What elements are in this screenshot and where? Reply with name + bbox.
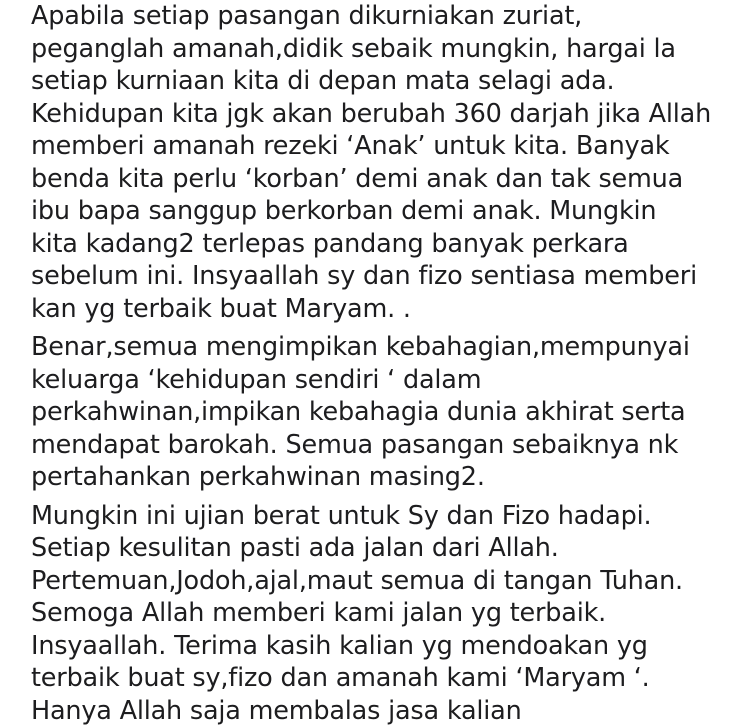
text-line: Kehidupan kita jgk akan berubah 360 darjah jika Allah: [31, 98, 750, 131]
text-line: keluarga ‘kehidupan sendiri ‘ dalam: [31, 364, 750, 397]
text-line: terbaik buat sy,fizo dan amanah kami ‘Maryam ‘.: [31, 662, 750, 695]
text-line: benda kita perlu ‘korban’ demi anak dan tak semua: [31, 163, 750, 196]
text-line: kita kadang2 terlepas pandang banyak perkara: [31, 228, 750, 261]
paragraph-1: [31, 0, 750, 325]
text-line: setiap kurniaan kita di depan mata selagi ada.: [31, 65, 750, 98]
text-line: mendapat barokah. Semua pasangan sebaiknya nk: [31, 429, 750, 462]
text-line: memberi amanah rezeki ‘Anak’ untuk kita. Banyak: [31, 130, 750, 163]
text-line: sebelum ini. Insyaallah sy dan fizo sentiasa memberi: [31, 260, 750, 293]
text-line: Semoga Allah memberi kami jalan yg terbaik.: [31, 597, 750, 630]
text-line: kan yg terbaik buat Maryam. .: [31, 293, 750, 326]
text-line: ibu bapa sanggup berkorban demi anak. Mungkin: [31, 195, 750, 228]
text-line: Setiap kesulitan pasti ada jalan dari Allah.: [31, 532, 750, 565]
text-line: peganglah amanah,didik sebaik mungkin, hargai la: [31, 33, 750, 66]
text-line: Pertemuan,Jodoh,ajal,maut semua di tangan Tuhan.: [31, 565, 750, 598]
paragraph-2: [31, 331, 750, 494]
text-line: pertahankan perkahwinan masing2.: [31, 461, 750, 494]
text-line: Benar,semua mengimpikan kebahagian,mempunyai: [31, 331, 750, 364]
text-line: Insyaallah. Terima kasih kalian yg mendoakan yg: [31, 630, 750, 663]
post-text: [31, 0, 750, 727]
text-line: perkahwinan,impikan kebahagia dunia akhirat serta: [31, 396, 750, 429]
paragraph-3: [31, 500, 750, 727]
text-line: Mungkin ini ujian berat untuk Sy dan Fizo hadapi.: [31, 500, 750, 533]
text-line: Apabila setiap pasangan dikurniakan zuriat,: [31, 0, 750, 33]
text-line: Hanya Allah saja membalas jasa kalian: [31, 695, 750, 727]
